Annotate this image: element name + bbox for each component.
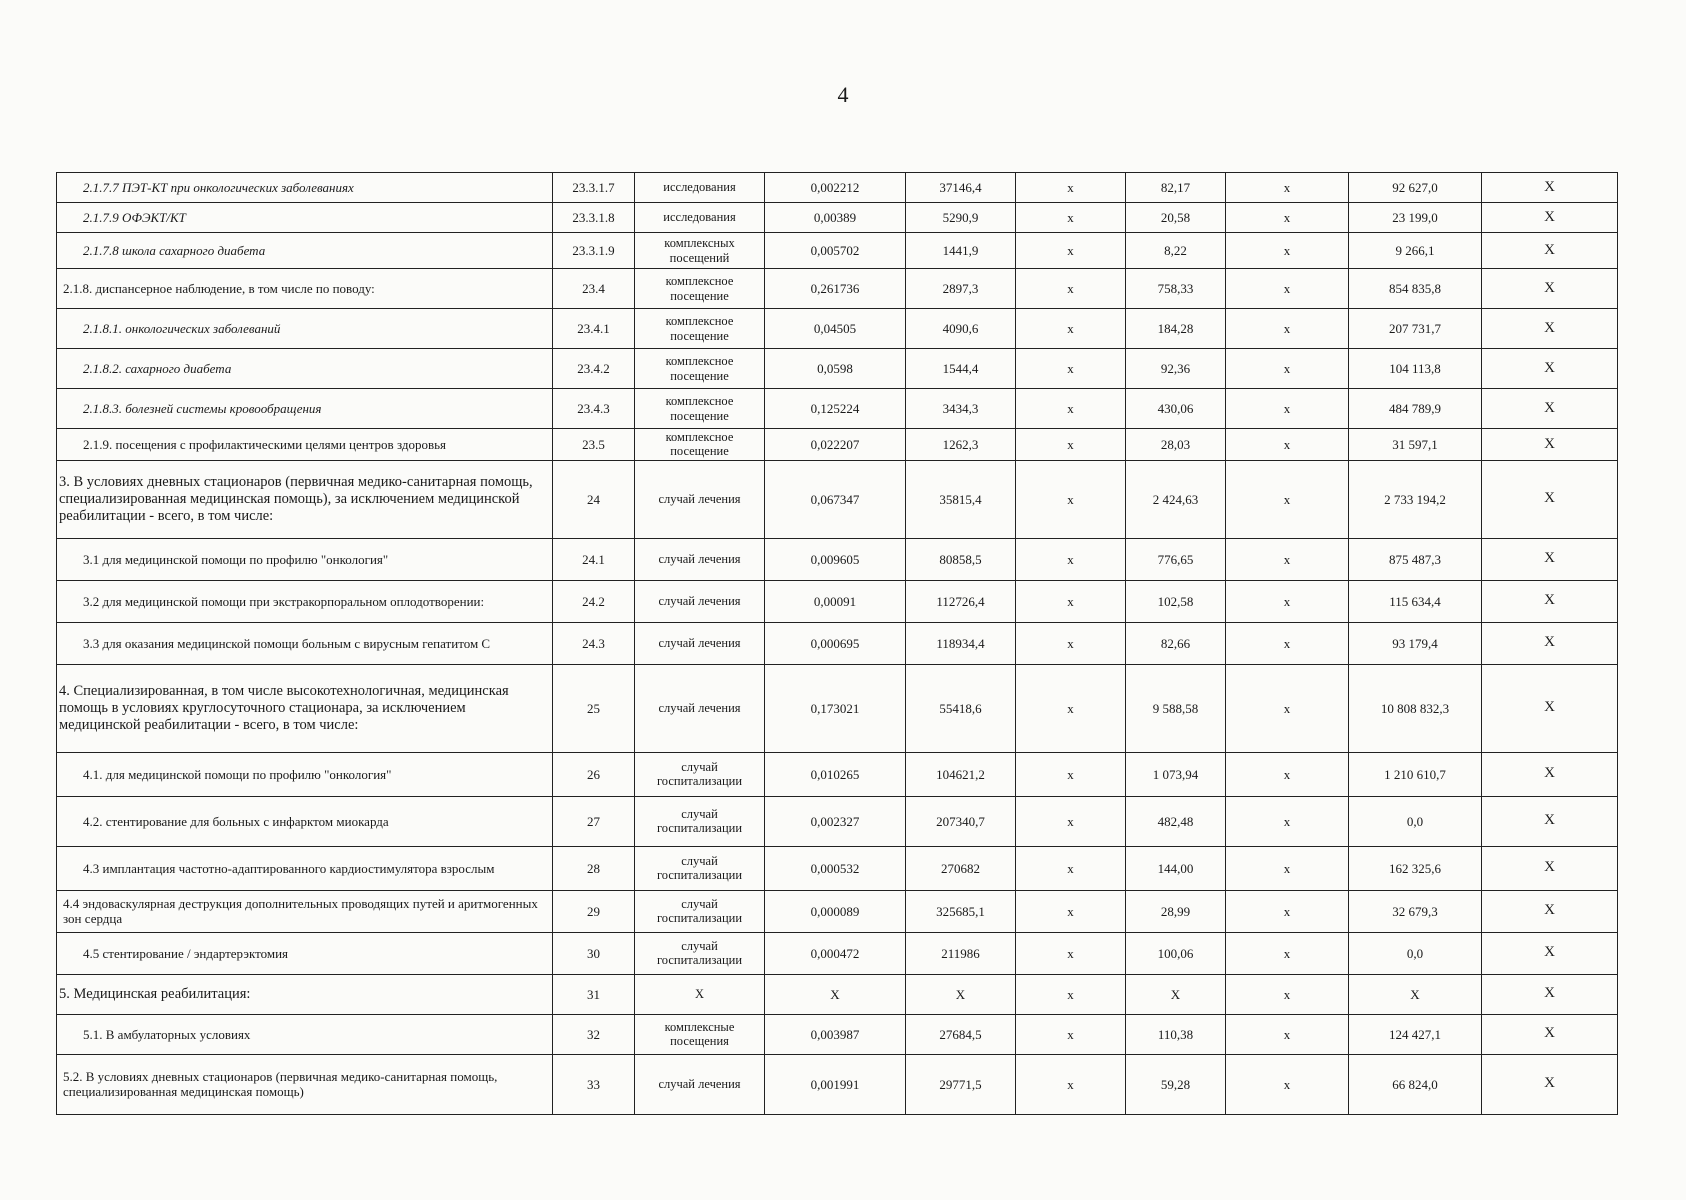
value-cell: 5290,9	[906, 203, 1016, 233]
value-cell: 82,17	[1126, 173, 1226, 203]
value-cell: 2 424,63	[1126, 460, 1226, 538]
table-row	[57, 203, 1618, 233]
value-cell: 2897,3	[906, 269, 1016, 309]
value-cell: Х	[1482, 796, 1618, 846]
value-cell: 59,28	[1126, 1054, 1226, 1114]
value-cell: 325685,1	[906, 890, 1016, 932]
table-row	[57, 269, 1618, 309]
value-cell: 0,022207	[765, 429, 906, 461]
value-cell: 211986	[906, 932, 1016, 974]
row-code-cell: 33	[553, 1054, 635, 1114]
table-row	[57, 309, 1618, 349]
value-cell: Х	[1482, 1054, 1618, 1114]
value-cell: 0,0598	[765, 349, 906, 389]
value-cell: х	[1226, 580, 1349, 622]
value-cell: 0,261736	[765, 269, 906, 309]
value-cell: 0,002212	[765, 173, 906, 203]
value-cell: 0,173021	[765, 664, 906, 752]
value-cell: Х	[1482, 538, 1618, 580]
row-code-cell: 23.4.3	[553, 389, 635, 429]
value-cell: х	[1016, 1014, 1126, 1054]
unit-cell: случай госпитализации	[635, 890, 765, 932]
table-row	[57, 1054, 1618, 1114]
value-cell: 0,04505	[765, 309, 906, 349]
table-row	[57, 796, 1618, 846]
data-table	[56, 172, 1618, 1115]
value-cell: х	[1016, 173, 1126, 203]
value-cell: х	[1016, 349, 1126, 389]
value-cell: Х	[1482, 349, 1618, 389]
table-row	[57, 752, 1618, 796]
value-cell: 55418,6	[906, 664, 1016, 752]
row-name-cell: 2.1.9. посещения с профилактическими целями центров здоровья	[57, 429, 553, 461]
table-row	[57, 173, 1618, 203]
value-cell: х	[1226, 203, 1349, 233]
value-cell: 3434,3	[906, 389, 1016, 429]
unit-cell: случай госпитализации	[635, 846, 765, 890]
row-code-cell: 24.3	[553, 622, 635, 664]
table-row	[57, 974, 1618, 1014]
row-code-cell: 25	[553, 664, 635, 752]
value-cell: 23 199,0	[1349, 203, 1482, 233]
value-cell: х	[1226, 233, 1349, 269]
value-cell: х	[1016, 233, 1126, 269]
value-cell: 27684,5	[906, 1014, 1016, 1054]
table-body	[57, 173, 1618, 1115]
value-cell: 118934,4	[906, 622, 1016, 664]
value-cell: 207340,7	[906, 796, 1016, 846]
value-cell: 0,0	[1349, 932, 1482, 974]
unit-cell: комплексное посещение	[635, 269, 765, 309]
row-code-cell: 32	[553, 1014, 635, 1054]
row-name-cell: 2.1.7.8 школа сахарного диабета	[57, 233, 553, 269]
value-cell: 28,99	[1126, 890, 1226, 932]
row-name-cell: 4.5 стентирование / эндартерэктомия	[57, 932, 553, 974]
value-cell: 0,009605	[765, 538, 906, 580]
value-cell: 0,000532	[765, 846, 906, 890]
table-row	[57, 233, 1618, 269]
value-cell: Х	[1482, 1014, 1618, 1054]
table-row	[57, 1014, 1618, 1054]
value-cell: 93 179,4	[1349, 622, 1482, 664]
unit-cell: случай лечения	[635, 664, 765, 752]
value-cell: 0,000695	[765, 622, 906, 664]
value-cell: х	[1016, 846, 1126, 890]
row-name-cell: 2.1.7.7 ПЭТ-КТ при онкологических заболеваниях	[57, 173, 553, 203]
value-cell: 2 733 194,2	[1349, 460, 1482, 538]
row-name-cell: 4.4 эндоваскулярная деструкция дополнительных проводящих путей и аритмогенных зон сердца	[57, 890, 553, 932]
unit-cell: случай госпитализации	[635, 932, 765, 974]
table-row	[57, 664, 1618, 752]
value-cell: х	[1016, 580, 1126, 622]
value-cell: х	[1016, 269, 1126, 309]
value-cell: х	[1226, 173, 1349, 203]
value-cell: х	[1016, 752, 1126, 796]
row-code-cell: 29	[553, 890, 635, 932]
value-cell: 875 487,3	[1349, 538, 1482, 580]
value-cell: 8,22	[1126, 233, 1226, 269]
value-cell: х	[1226, 1054, 1349, 1114]
unit-cell: случай госпитализации	[635, 796, 765, 846]
value-cell: 0,001991	[765, 1054, 906, 1114]
value-cell: х	[1226, 429, 1349, 461]
row-code-cell: 23.4.1	[553, 309, 635, 349]
value-cell: 124 427,1	[1349, 1014, 1482, 1054]
row-code-cell: 24.2	[553, 580, 635, 622]
value-cell: Х	[1482, 846, 1618, 890]
row-code-cell: 23.3.1.7	[553, 173, 635, 203]
value-cell: х	[1226, 932, 1349, 974]
value-cell: 0,00091	[765, 580, 906, 622]
value-cell: х	[1226, 752, 1349, 796]
value-cell: 37146,4	[906, 173, 1016, 203]
value-cell: х	[1016, 932, 1126, 974]
unit-cell: случай госпитализации	[635, 752, 765, 796]
value-cell: х	[1016, 974, 1126, 1014]
row-code-cell: 26	[553, 752, 635, 796]
value-cell: 776,65	[1126, 538, 1226, 580]
table-row	[57, 580, 1618, 622]
value-cell: х	[1226, 622, 1349, 664]
value-cell: х	[1226, 538, 1349, 580]
unit-cell: случай лечения	[635, 538, 765, 580]
value-cell: х	[1016, 622, 1126, 664]
value-cell: Х	[1482, 309, 1618, 349]
row-name-cell: 3.3 для оказания медицинской помощи больным с вирусным гепатитом С	[57, 622, 553, 664]
unit-cell: комплексные посещения	[635, 1014, 765, 1054]
value-cell: 0,002327	[765, 796, 906, 846]
value-cell: Х	[1482, 269, 1618, 309]
value-cell: х	[1016, 389, 1126, 429]
value-cell: Х	[1482, 974, 1618, 1014]
value-cell: 1 210 610,7	[1349, 752, 1482, 796]
value-cell: х	[1226, 890, 1349, 932]
value-cell: 0,000089	[765, 890, 906, 932]
value-cell: 144,00	[1126, 846, 1226, 890]
row-name-cell: 5. Медицинская реабилитация:	[57, 974, 553, 1014]
value-cell: х	[1016, 890, 1126, 932]
value-cell: 0,00389	[765, 203, 906, 233]
value-cell: Х	[1482, 622, 1618, 664]
row-code-cell: 24	[553, 460, 635, 538]
unit-cell: исследования	[635, 173, 765, 203]
value-cell: Х	[1482, 580, 1618, 622]
value-cell: 35815,4	[906, 460, 1016, 538]
row-name-cell: 2.1.8. диспансерное наблюдение, в том числе по поводу:	[57, 269, 553, 309]
value-cell: 482,48	[1126, 796, 1226, 846]
value-cell: Х	[765, 974, 906, 1014]
row-name-cell: 4. Специализированная, в том числе высокотехнологичная, медицинская помощь в условиях круглосуточного стационара, за исключением медицинской реабилитации - всего, в том числе:	[57, 664, 553, 752]
row-name-cell: 4.3 имплантация частотно-адаптированного кардиостимулятора взрослым	[57, 846, 553, 890]
value-cell: Х	[1482, 203, 1618, 233]
row-code-cell: 24.1	[553, 538, 635, 580]
value-cell: Х	[1482, 429, 1618, 461]
value-cell: Х	[1482, 389, 1618, 429]
row-code-cell: 23.4.2	[553, 349, 635, 389]
row-code-cell: 23.5	[553, 429, 635, 461]
value-cell: Х	[1482, 890, 1618, 932]
value-cell: Х	[1482, 664, 1618, 752]
value-cell: х	[1016, 309, 1126, 349]
value-cell: 4090,6	[906, 309, 1016, 349]
value-cell: 0,010265	[765, 752, 906, 796]
value-cell: 28,03	[1126, 429, 1226, 461]
value-cell: Х	[1482, 173, 1618, 203]
value-cell: 0,000472	[765, 932, 906, 974]
unit-cell: случай лечения	[635, 1054, 765, 1114]
value-cell: 80858,5	[906, 538, 1016, 580]
value-cell: х	[1016, 460, 1126, 538]
value-cell: х	[1016, 1054, 1126, 1114]
value-cell: 104 113,8	[1349, 349, 1482, 389]
value-cell: 0,0	[1349, 796, 1482, 846]
value-cell: 484 789,9	[1349, 389, 1482, 429]
table-row	[57, 460, 1618, 538]
row-name-cell: 4.2. стентирование для больных с инфарктом миокарда	[57, 796, 553, 846]
value-cell: Х	[1482, 460, 1618, 538]
value-cell: Х	[1482, 233, 1618, 269]
row-code-cell: 27	[553, 796, 635, 846]
value-cell: 184,28	[1126, 309, 1226, 349]
value-cell: Х	[1482, 932, 1618, 974]
value-cell: 854 835,8	[1349, 269, 1482, 309]
value-cell: 207 731,7	[1349, 309, 1482, 349]
value-cell: 162 325,6	[1349, 846, 1482, 890]
value-cell: х	[1226, 389, 1349, 429]
row-code-cell: 23.4	[553, 269, 635, 309]
table-row	[57, 846, 1618, 890]
value-cell: х	[1016, 664, 1126, 752]
row-name-cell: 3.1 для медицинской помощи по профилю "онкология"	[57, 538, 553, 580]
unit-cell: комплексных посещений	[635, 233, 765, 269]
value-cell: 104621,2	[906, 752, 1016, 796]
value-cell: 102,58	[1126, 580, 1226, 622]
value-cell: х	[1226, 460, 1349, 538]
value-cell: х	[1226, 1014, 1349, 1054]
value-cell: 9 588,58	[1126, 664, 1226, 752]
row-name-cell: 2.1.8.1. онкологических заболеваний	[57, 309, 553, 349]
unit-cell: исследования	[635, 203, 765, 233]
value-cell: х	[1016, 429, 1126, 461]
row-name-cell: 2.1.7.9 ОФЭКТ/КТ	[57, 203, 553, 233]
row-code-cell: 28	[553, 846, 635, 890]
value-cell: Х	[1482, 752, 1618, 796]
value-cell: х	[1226, 349, 1349, 389]
unit-cell: Х	[635, 974, 765, 1014]
table-row	[57, 389, 1618, 429]
unit-cell: комплексное посещение	[635, 309, 765, 349]
table-row	[57, 890, 1618, 932]
row-name-cell: 3.2 для медицинской помощи при экстракорпоральном оплодотворении:	[57, 580, 553, 622]
value-cell: 92,36	[1126, 349, 1226, 389]
unit-cell: комплексное посещение	[635, 349, 765, 389]
row-name-cell: 5.2. В условиях дневных стационаров (первичная медико-санитарная помощь, специализированная медицинская помощь)	[57, 1054, 553, 1114]
value-cell: х	[1226, 664, 1349, 752]
table-row	[57, 349, 1618, 389]
unit-cell: случай лечения	[635, 622, 765, 664]
unit-cell: случай лечения	[635, 460, 765, 538]
value-cell: х	[1016, 796, 1126, 846]
value-cell: 32 679,3	[1349, 890, 1482, 932]
value-cell: 0,125224	[765, 389, 906, 429]
value-cell: 66 824,0	[1349, 1054, 1482, 1114]
value-cell: 0,067347	[765, 460, 906, 538]
value-cell: 115 634,4	[1349, 580, 1482, 622]
value-cell: х	[1226, 269, 1349, 309]
page-number: 4	[837, 82, 849, 107]
value-cell: 270682	[906, 846, 1016, 890]
row-name-cell: 2.1.8.3. болезней системы кровообращения	[57, 389, 553, 429]
value-cell: 1441,9	[906, 233, 1016, 269]
value-cell: Х	[906, 974, 1016, 1014]
value-cell: 1262,3	[906, 429, 1016, 461]
value-cell: 92 627,0	[1349, 173, 1482, 203]
row-name-cell: 5.1. В амбулаторных условиях	[57, 1014, 553, 1054]
table-row	[57, 538, 1618, 580]
value-cell: х	[1226, 846, 1349, 890]
value-cell: 20,58	[1126, 203, 1226, 233]
table-row	[57, 622, 1618, 664]
row-code-cell: 31	[553, 974, 635, 1014]
row-name-cell: 2.1.8.2. сахарного диабета	[57, 349, 553, 389]
value-cell: 1544,4	[906, 349, 1016, 389]
value-cell: 29771,5	[906, 1054, 1016, 1114]
row-code-cell: 23.3.1.8	[553, 203, 635, 233]
value-cell: 100,06	[1126, 932, 1226, 974]
value-cell: х	[1226, 974, 1349, 1014]
value-cell: 31 597,1	[1349, 429, 1482, 461]
unit-cell: комплексное посещение	[635, 389, 765, 429]
value-cell: 1 073,94	[1126, 752, 1226, 796]
value-cell: 0,005702	[765, 233, 906, 269]
value-cell: 112726,4	[906, 580, 1016, 622]
row-name-cell: 3. В условиях дневных стационаров (первичная медико-санитарная помощь, специализированная медицинская помощь), за исключением медицинской реабилитации - всего, в том числе:	[57, 460, 553, 538]
unit-cell: комплексное посещение	[635, 429, 765, 461]
value-cell: 0,003987	[765, 1014, 906, 1054]
unit-cell: случай лечения	[635, 580, 765, 622]
table-row	[57, 429, 1618, 461]
table-row	[57, 932, 1618, 974]
row-code-cell: 30	[553, 932, 635, 974]
value-cell: 9 266,1	[1349, 233, 1482, 269]
value-cell: 10 808 832,3	[1349, 664, 1482, 752]
row-name-cell: 4.1. для медицинской помощи по профилю "онкология"	[57, 752, 553, 796]
value-cell: Х	[1126, 974, 1226, 1014]
row-code-cell: 23.3.1.9	[553, 233, 635, 269]
value-cell: х	[1016, 203, 1126, 233]
value-cell: х	[1226, 309, 1349, 349]
value-cell: 110,38	[1126, 1014, 1226, 1054]
value-cell: Х	[1349, 974, 1482, 1014]
value-cell: 758,33	[1126, 269, 1226, 309]
value-cell: 430,06	[1126, 389, 1226, 429]
value-cell: 82,66	[1126, 622, 1226, 664]
value-cell: х	[1016, 538, 1126, 580]
value-cell: х	[1226, 796, 1349, 846]
